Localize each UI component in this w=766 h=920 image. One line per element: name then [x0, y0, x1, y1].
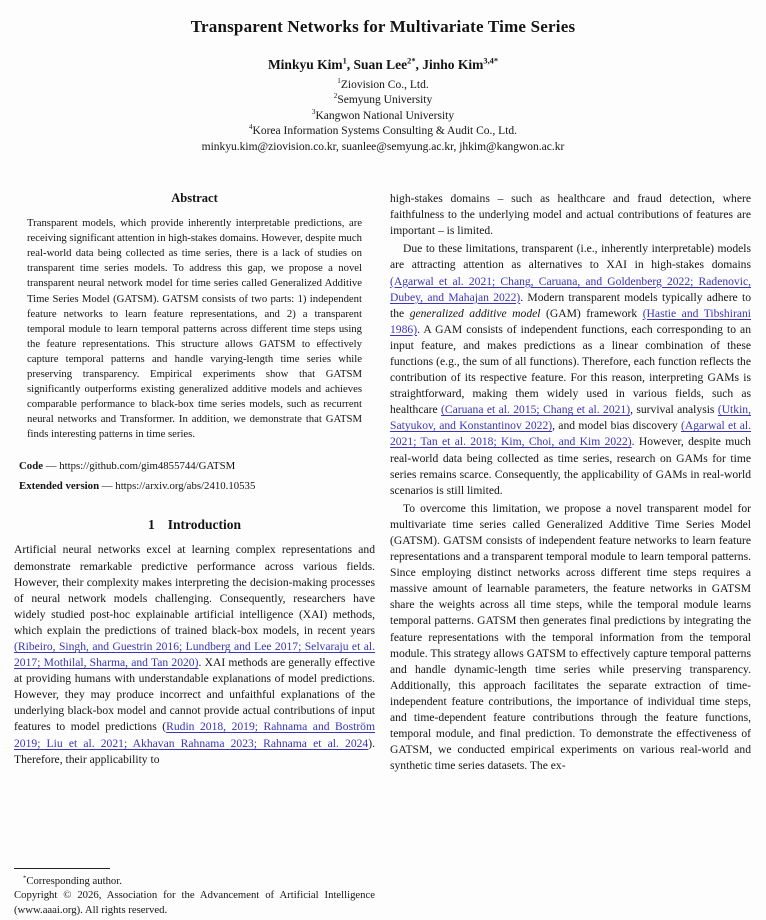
text-segment: Due to these limitations, transparent (i.e., inherently interpretable) models are attracting attention as alternatives to XAI in high-stakes domains	[390, 242, 751, 272]
left-column	[14, 191, 375, 918]
text-segment: Minkyu Kim	[267, 57, 343, 72]
extended-version-url[interactable]: — https://arxiv.org/abs/2410.10535	[99, 479, 256, 492]
text-segment: 4	[248, 123, 253, 132]
abstract-heading: Abstract	[171, 191, 218, 206]
extended-version-label: Extended version	[19, 479, 100, 492]
right-column	[390, 191, 751, 918]
section-number: 1	[147, 517, 155, 533]
code-url[interactable]: — https://github.com/gim4855744/GATSM	[43, 460, 236, 473]
intro-paragraph	[14, 542, 375, 767]
paper-title: Transparent Networks for Multivariate Time Series	[190, 17, 576, 36]
body-paragraph: To overcome this limitation, we propose a novel transparent model for multivariate time series called Generalized Additive Time Series Model (GATSM). GATSM consists of independent feature networks to learn feature representations and a transparent temporal module to learn temporal patterns. Since employing distinct networks across different time steps requires a massive amount of learnable parameters, the feature networks in GATSM share the weights across all time steps, while the temporal module learns temporal patterns. GATSM then generates final predictions by integrating the feature representations with the temporal information from the temporal module. This strategy allows GATSM to effectively capture temporal patterns and handle dynamic-length time series while preserving transparency. Additionally, this approach facilitates the separate extraction of time-independent feature contributions, the importance of individual time steps, and time-dependent feature contributions through the feature functions, temporal module, and final prediction. To demonstrate the effectiveness of GATSM, we conducted empirical experiments on various real-world and synthetic time series datasets. The ex-	[390, 501, 751, 773]
text-segment: . XAI methods are generally effective at providing humans with understandable explanations of model predictions. However, they may produce incorrect and unfaithful explanations of the underlying black-box model and cannot provide actual contributions of input features to model predictions (	[14, 656, 375, 734]
code-label: Code	[19, 460, 43, 473]
text-segment: 2*	[407, 56, 416, 66]
text-segment: 1	[337, 77, 341, 86]
citation-link[interactable]: (Agarwal et al. 2021; Chang, Caruana, and Goldenberg 2022; Radenovic, Dubey, and Mahajan 2022)	[390, 274, 751, 304]
abstract-text: Transparent models, which provide inherently interpretable predictions, are receiving significant attention in high-stakes domains. However, despite much real-world data being collected as time series, there is a lack of studies on transparent time series models. To address this gap, we propose a novel transparent neural network model for time series called Generalized Additive Time Series Model (GATSM). GATSM consists of two parts: 1) independent feature networks to learn feature representations, and 2) a transparent temporal module to learn temporal patterns across different time steps using the feature representations. This structure allows GATSM to effectively capture temporal patterns and handle varying-length time series while preserving transparency. Empirical experiments show that GATSM significantly outperforms existing generalized additive models and achieves comparable performance to black-box time series models, such as recurrent neural networks and Transformer. In addition, we demonstrate that GATSM finds interesting patterns in time series.	[27, 217, 362, 441]
affiliation-line	[0, 124, 766, 139]
text-segment: 2	[333, 92, 338, 101]
text-segment: 1	[342, 56, 347, 66]
text-segment: (GAM) framework	[540, 306, 643, 320]
corresponding-author-note	[14, 874, 375, 888]
text-segment: *	[23, 874, 27, 882]
citation-link[interactable]: Rudin 2018, 2019; Rahnama and Boström 2019; Liu et al. 2021; Akhavan Rahnama 2023; Rahnama et al. 2024	[14, 720, 375, 750]
text-segment: ). Therefore, their applicability to	[14, 736, 375, 766]
footnote-rule	[14, 868, 110, 869]
text-segment: Semyung University	[337, 94, 433, 107]
text-segment: , and model bias discovery	[552, 419, 681, 433]
text-segment: . A GAM consists of independent functions, each corresponding to an input feature, and makes predictions as a linear combination of these functions (e.g., the sum of all functions). Therefore, each function reflects the contribution of its respective feature. For this reason, interpreting GAMs is straightforward, making them widely used in various fields, such as healthcare	[390, 322, 751, 417]
text-segment: , Suan Lee	[346, 57, 408, 72]
text-segment: generalized additive model	[409, 306, 541, 320]
body-paragraph: high-stakes domains – such as healthcare and fraud detection, where faithfulness to the underlying model and actual contributions of features are important – is limited.	[390, 192, 751, 238]
text-segment: , Jinho Kim	[415, 57, 484, 72]
text-segment: 3,4*	[483, 56, 499, 66]
footnote	[14, 868, 375, 917]
text-segment: Artificial neural networks excel at learning complex representations and demonstrate remarkable predictive performance across various fields. However, their complexity makes interpreting the decision-making processes of neural network models challenging. Consequently, researchers have widely studied post-hoc explainable artificial intelligence (XAI) methods, which explain the predictions of trained black-box models, in recent years	[14, 543, 375, 637]
text-segment: 3	[311, 107, 316, 116]
emails-line: minkyu.kim@ziovision.co.kr, suanlee@semyung.ac.kr, jhkim@kangwon.ac.kr	[201, 140, 565, 153]
body-paragraph	[390, 241, 751, 499]
affiliations-block	[0, 78, 766, 155]
text-segment: Corresponding author.	[26, 874, 122, 887]
citation-link[interactable]: (Ribeiro, Singh, and Guestrin 2016; Lundberg and Lee 2017; Selvaraju et al. 2017; Mothilal, Sharma, and Tan 2020)	[14, 640, 375, 670]
section-heading-introduction	[14, 517, 375, 533]
text-segment: Korea Information Systems Consulting & Audit Co., Ltd.	[252, 125, 518, 138]
resource-links-block	[19, 457, 375, 496]
citation-link[interactable]: (Utkin, Satyukov, and Konstantinov 2022)	[390, 403, 751, 433]
text-segment: Ziovision Co., Ltd.	[340, 79, 429, 91]
extended-version-line	[19, 477, 375, 497]
affiliation-line	[0, 109, 766, 124]
text-segment: . However, despite much real-world data being collected as time series, research on GAMs for time series remains scarce. Consequently, the applicability of GAMs in real-world scenarios is still limited.	[390, 435, 751, 497]
citation-link[interactable]: (Caruana et al. 2015; Chang et al. 2021)	[441, 403, 631, 417]
text-segment: Kangwon National University	[315, 109, 455, 122]
text-segment: , survival analysis	[630, 403, 718, 417]
affiliation-line	[0, 78, 766, 93]
paper-header	[0, 0, 766, 155]
copyright-notice: Copyright © 2026, Association for the Advancement of Artificial Intelligence (www.aaai.org). All rights reserved.	[14, 889, 375, 916]
two-column-body	[0, 191, 766, 918]
code-link-line	[19, 457, 375, 477]
citation-link[interactable]: (Agarwal et al. 2021; Tan et al. 2018; Kim, Choi, and Kim 2022)	[390, 419, 751, 449]
citation-link[interactable]: (Hastie and Tibshirani 1986)	[390, 306, 751, 336]
affiliation-line	[0, 93, 766, 108]
section-title: Introduction	[167, 517, 242, 533]
authors-line	[0, 57, 766, 73]
text-segment: . Modern transparent models typically adhere to the	[390, 290, 751, 320]
